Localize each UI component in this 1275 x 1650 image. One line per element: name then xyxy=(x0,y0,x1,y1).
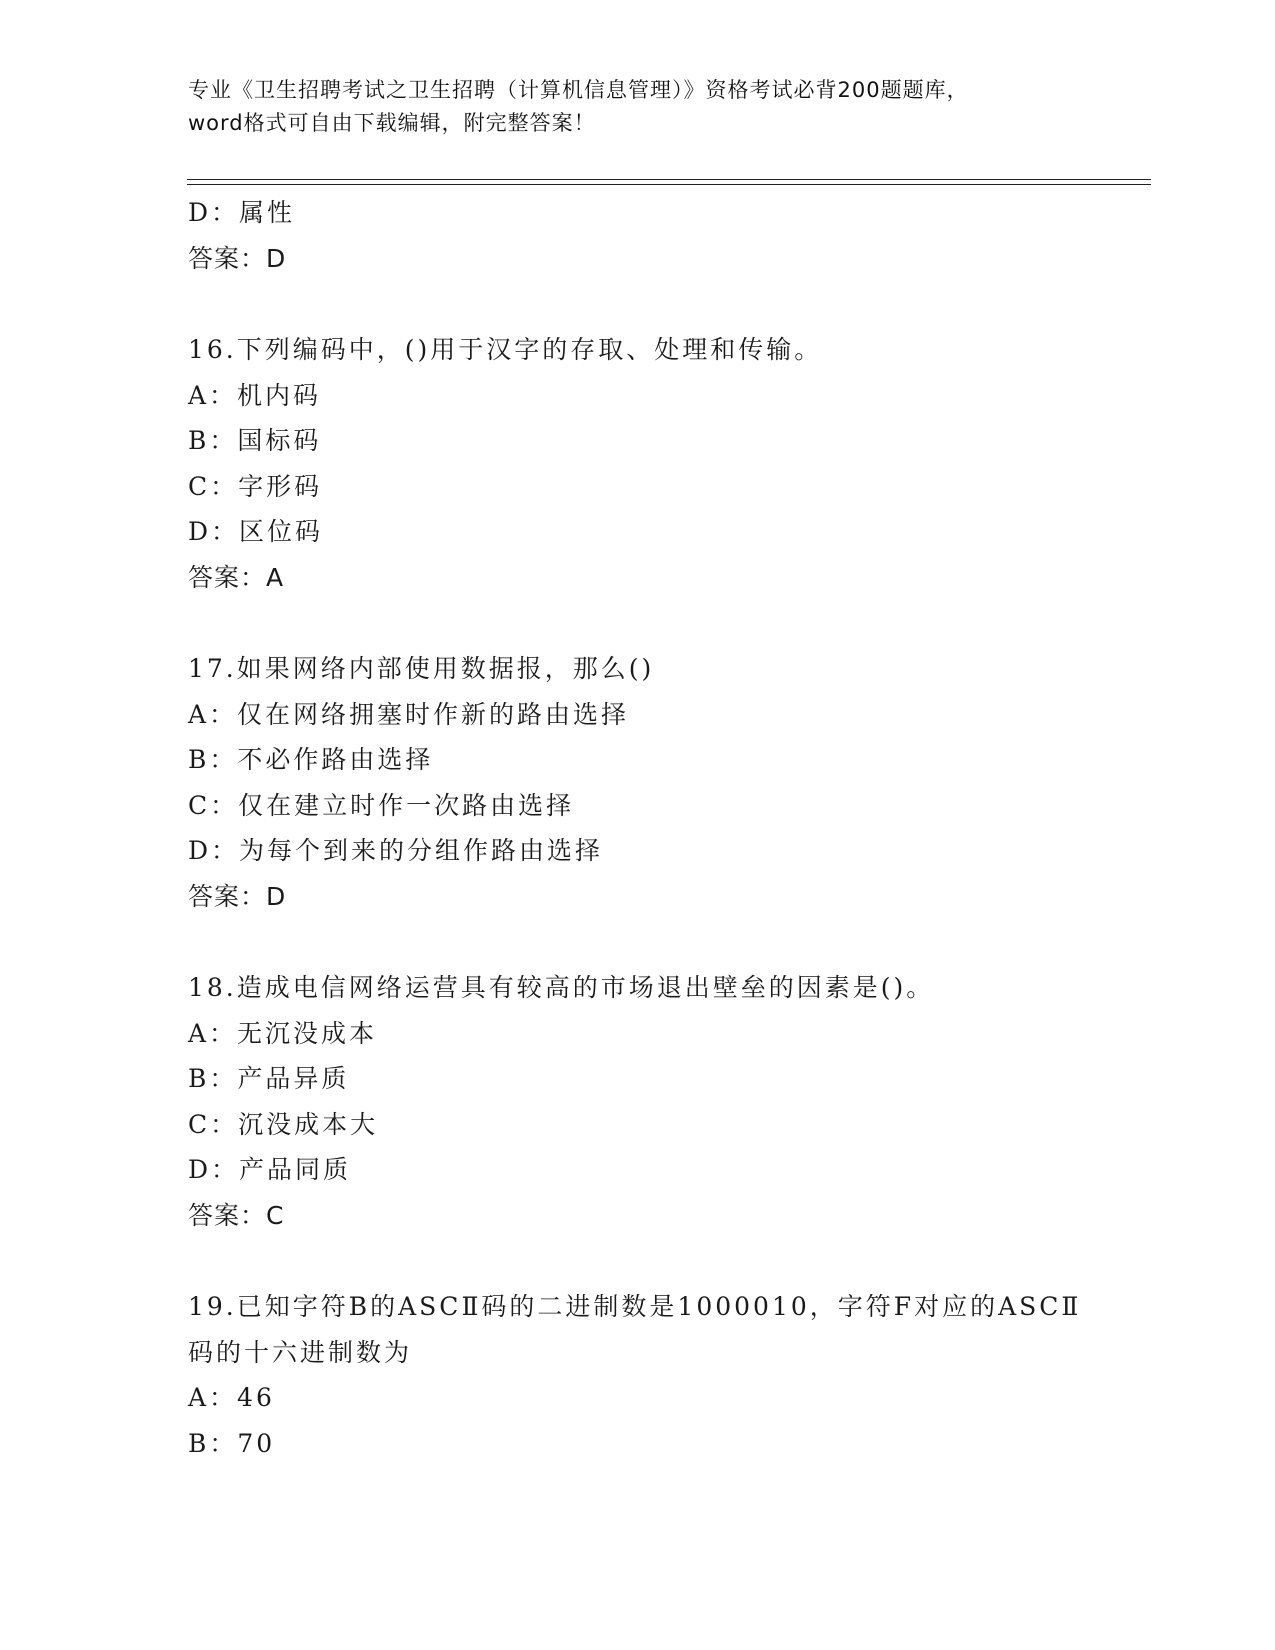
header-title-line-1: 专业《卫生招聘考试之卫生招聘（计算机信息管理）》资格考试必背200题题库， xyxy=(188,78,969,102)
spacer xyxy=(188,1238,1088,1284)
option-b: B：不必作路由选择 xyxy=(188,745,434,774)
spacer xyxy=(188,600,1088,646)
question-18 xyxy=(188,965,1088,1238)
option-c: C：字形码 xyxy=(188,471,323,501)
document-header xyxy=(188,74,1088,140)
question-19 xyxy=(188,1284,1088,1466)
answer-line: 答案：C xyxy=(188,1200,285,1230)
spacer xyxy=(188,919,1088,965)
question-text-line-2: 码的十六进制数为 xyxy=(188,1337,413,1367)
question-text: 18.造成电信网络运营具有较高的市场退出壁垒的因素是()。 xyxy=(188,973,935,1002)
question-text: 16.下列编码中，()用于汉字的存取、处理和传输。 xyxy=(188,335,823,364)
answer-line: 答案：D xyxy=(188,881,287,911)
question-16 xyxy=(188,327,1088,600)
option-b: B：产品异质 xyxy=(188,1064,350,1093)
question-15-tail xyxy=(188,190,1088,281)
option-d: D：为每个到来的分组作路由选择 xyxy=(188,836,604,865)
option-c: C：仅在建立时作一次路由选择 xyxy=(188,790,575,820)
option-a: A：机内码 xyxy=(188,380,322,410)
header-title-line-2: word格式可自由下载编辑，附完整答案！ xyxy=(188,111,596,135)
question-list xyxy=(188,190,1088,1466)
question-text: 17.如果网络内部使用数据报，那么() xyxy=(188,654,655,683)
spacer xyxy=(188,281,1088,327)
option-d: D：区位码 xyxy=(188,517,324,546)
question-text-line-1: 19.已知字符B的ASCⅡ码的二进制数是1000010，字符F对应的ASCⅡ xyxy=(188,1292,1082,1321)
option-c: C：沉没成本大 xyxy=(188,1109,379,1139)
option-a: A：无沉没成本 xyxy=(188,1018,378,1048)
answer-line: 答案：D xyxy=(188,243,287,273)
option-a: A：46 xyxy=(188,1383,275,1412)
question-17 xyxy=(188,646,1088,919)
option-b: B：国标码 xyxy=(188,426,322,455)
header-divider-bottom xyxy=(187,184,1151,185)
option-d: D：属性 xyxy=(188,198,296,227)
header-divider-top xyxy=(187,179,1151,180)
option-b: B：70 xyxy=(188,1428,276,1458)
option-a: A：仅在网络拥塞时作新的路由选择 xyxy=(188,699,630,729)
answer-line: 答案：A xyxy=(188,562,285,592)
option-d: D：产品同质 xyxy=(188,1155,352,1184)
